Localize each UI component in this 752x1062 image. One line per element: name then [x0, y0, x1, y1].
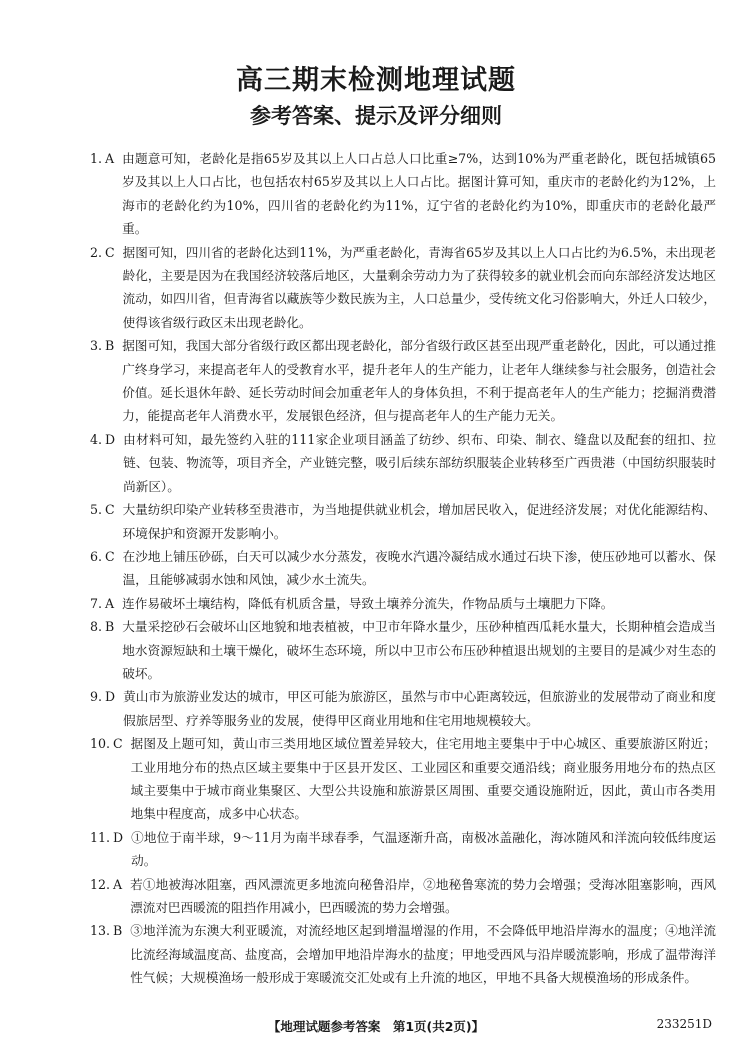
- answer-list: [90, 147, 716, 990]
- answer-letter: C: [113, 736, 123, 752]
- answer-item: [90, 615, 716, 685]
- answer-explanation: 在沙地上铺压砂砾，白天可以减少水分蒸发，夜晚水汽遇冷凝结成水通过石块下渗，使压砂地可以蓄水、保温，且能够减弱水蚀和风蚀，减少水土流失。: [122, 548, 716, 588]
- answer-item: [90, 732, 716, 826]
- document-code: 233251D: [656, 1017, 712, 1031]
- answer-item: [90, 826, 716, 873]
- question-number: 7. A: [90, 592, 122, 615]
- answer-item: [90, 873, 716, 920]
- answer-explanation: ③地洋流为东澳大利亚暖流，对流经地区起到增温增湿的作用，不会降低甲地沿岸海水的温度；④地洋流比流经海域温度高、盐度高，会增加甲地沿岸海水的盐度；甲地受西风与沿岸暖流影响，形成了温带海洋性气候；大规模渔场一般形成于寒暖流交汇处或有上升流的地区，甲地不具备大规模渔场的形成条件。: [130, 923, 716, 986]
- page-footer: [0, 1017, 752, 1037]
- answer-letter: C: [105, 502, 115, 518]
- answer-item: [90, 545, 716, 592]
- question-number: 6. C: [90, 545, 123, 568]
- answer-item: [90, 334, 716, 428]
- question-number: 2. C: [90, 241, 123, 264]
- page-title: 高三期末检测地理试题: [236, 65, 516, 96]
- answer-explanation: 据图可知，我国大部分省级行政区都出现老龄化，部分省级行政区甚至出现严重老龄化，因此，可以通过推广终身学习，来提高老年人的受教育水平，提升老年人的生产能力，让老年人继续参与社会服务，创造社会价值。延长退休年龄、延长劳动时间会加重老年人的身体负担，不利于提高老年人的生产能力；挖掘消费潜力，能提高老年人消费水平，发展银色经济，但与提高老年人的生产能力无关。: [122, 338, 716, 424]
- answer-item: [90, 592, 716, 615]
- answer-item: [90, 685, 716, 732]
- answer-item: [90, 919, 716, 989]
- answer-letter: B: [105, 619, 115, 635]
- question-number: 10. C: [90, 732, 131, 755]
- answer-item: [90, 241, 716, 335]
- answer-explanation: 黄山市为旅游业发达的城市，甲区可能为旅游区，虽然与市中心距离较远，但旅游业的发展带动了商业和度假旅居型、疗养等服务业的发展，使得甲区商业用地和住宅用地规模较大。: [123, 689, 716, 728]
- question-number: 13. B: [90, 919, 130, 942]
- question-number: 11. D: [90, 826, 131, 849]
- answer-letter: B: [105, 338, 115, 354]
- question-number: 9. D: [90, 685, 123, 708]
- answer-letter: D: [105, 431, 116, 447]
- answer-letter: A: [105, 151, 115, 166]
- answer-letter: C: [105, 244, 115, 260]
- answer-letter: A: [105, 595, 115, 611]
- answer-explanation: 大量采挖砂石会破坏山区地貌和地表植被，中卫市年降水量少，压砂种植西瓜耗水量大，长期种植会造成当地水资源短缺和土壤干燥化，破坏生态环境，所以中卫市公布压砂种植退出规划的主要目的是减少对生态的破坏。: [122, 619, 716, 681]
- question-number: 5. C: [90, 498, 123, 521]
- answer-explanation: 若①地被海冰阻塞，西风漂流更多地流向秘鲁沿岸，②地秘鲁寒流的势力会增强；受海冰阻塞影响，西风漂流对巴西暖流的阻挡作用减小，巴西暖流的势力会增强。: [130, 876, 716, 915]
- question-number: 1. A: [90, 147, 122, 170]
- answer-letter: A: [113, 876, 123, 892]
- question-number: 3. B: [90, 334, 122, 357]
- question-number: 12. A: [90, 873, 130, 896]
- footer-label: 【地理试题参考答案 第1页(共2页)】: [267, 1019, 485, 1034]
- answer-explanation: 连作易破坏土壤结构，降低有机质含量，导致土壤养分流失，作物品质与土壤肥力下降。: [122, 595, 614, 611]
- answer-explanation: ①地位于南半球，9～11月为南半球春季，气温逐渐升高，南极冰盖融化，海冰随风和洋流向较低纬度运动。: [131, 829, 716, 869]
- answer-explanation: 大量纺织印染产业转移至贵港市，为当地提供就业机会，增加居民收入，促进经济发展；对优化能源结构、环境保护和资源开发影响小。: [122, 502, 716, 541]
- page-subtitle: 参考答案、提示及评分细则: [250, 104, 502, 128]
- answer-letter: D: [105, 689, 116, 705]
- answer-letter: B: [113, 923, 123, 939]
- answer-item: [90, 147, 716, 241]
- answer-explanation: 由材料可知，最先签约入驻的111家企业项目涵盖了纺纱、织布、印染、制衣、缝盘以及配套的纽扣、拉链、包装、物流等，项目齐全，产业链完整，吸引后续东部纺织服装企业转移至广西贵港（中国纺织服装时尚新区）。: [123, 431, 716, 494]
- question-number: 4. D: [90, 428, 123, 451]
- answer-letter: C: [105, 548, 115, 564]
- answer-explanation: 据图及上题可知，黄山市三类用地区域位置差异较大，住宅用地主要集中于中心城区、重要旅游区附近；工业用地分布的热点区域主要集中于区县开发区、工业园区和重要交通沿线；商业服务用地分布的热点区域主要集中于城市商业集聚区、大型公共设施和旅游景区周围、重要交通设施附近，因此，黄山市各类用地集中程度高，成多中心状态。: [130, 736, 716, 822]
- answer-explanation: 由题意可知，老龄化是指65岁及其以上人口占总人口比重≥7%，达到10%为严重老龄化，既包括城镇65岁及其以上人口占比，也包括农村65岁及其以上人口占比。据图计算可知，重庆市的老龄化约为12%，上海市的老龄化约为10%，四川省的老龄化约为11%，辽宁省的老龄化约为10%，即重庆市的老龄化最严重。: [122, 151, 716, 237]
- question-number: 8. B: [90, 615, 122, 638]
- answer-item: [90, 498, 716, 545]
- answer-letter: D: [113, 829, 124, 845]
- answer-explanation: 据图可知，四川省的老龄化达到11%，为严重老龄化，青海省65岁及其以上人口占比约为6.5%，未出现老龄化，主要是因为在我国经济较落后地区，大量剩余劳动力为了获得较多的就业机会而向东部经济发达地区流动，如四川省，但青海省以藏族等少数民族为主，人口总量少，受传统文化习俗影响大，外迁人口较少，使得该省级行政区未出现老龄化。: [122, 244, 716, 330]
- answer-item: [90, 428, 716, 498]
